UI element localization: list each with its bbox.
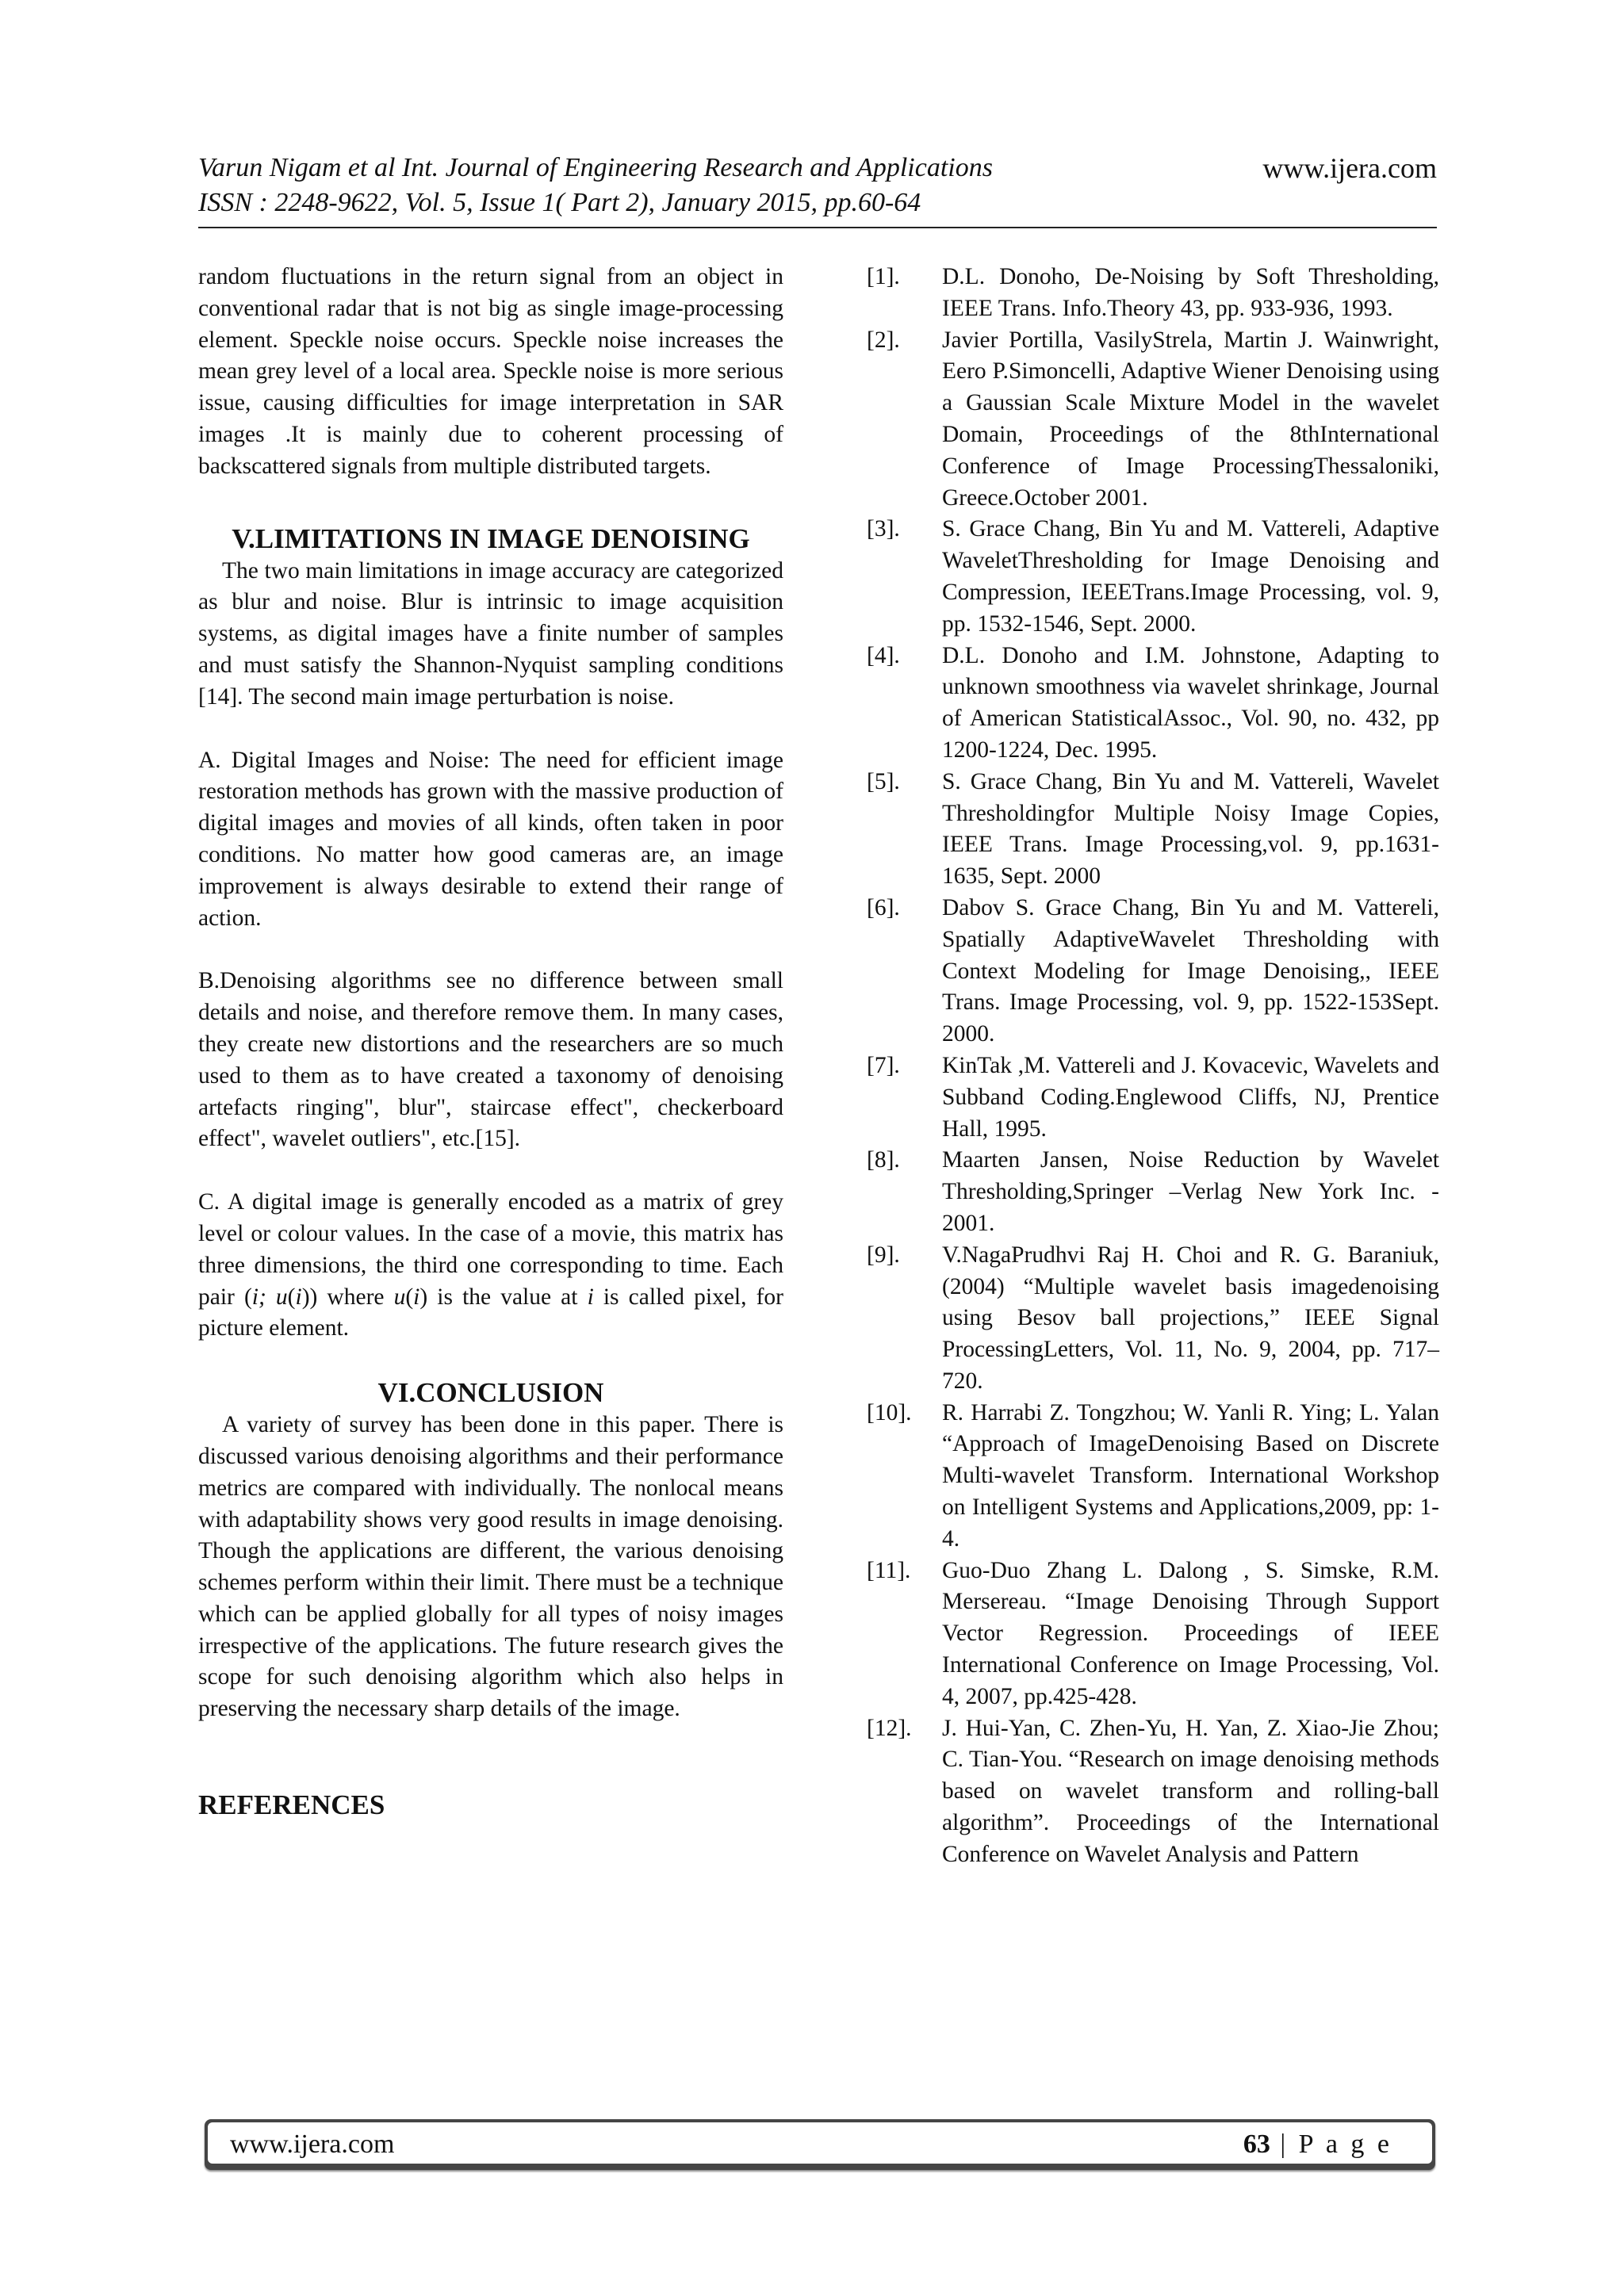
reference-item: [5]. S. Grace Chang, Bin Yu and M. Vattereli, Wavelet Thresholdingfor Multiple Noisy Image Copies, IEEE Trans. Image Processing,vol. 9, pp.1631- 1635, Sept. 2000 (867, 768, 1439, 890)
limitations-paragraph: The two main limitations in image accuracy are categorized as blur and noise. Blur is intrinsic to image acquisition systems, as digital images have a finite number of samples and must satisfy the Shannon-Nyquist sampling conditions [14]. The second main image perturbation is noise. (198, 557, 783, 710)
section-heading-limitations: V.LIMITATIONS IN IMAGE DENOISING (232, 522, 750, 554)
reference-item: [7]. KinTak ,M. Vattereli and J. Kovacevic, Wavelets and Subband Coding.Englewood Cliffs, NJ, Prentice Hall, 1995. (867, 1052, 1439, 1142)
reference-item: [2]. Javier Portilla, VasilyStrela, Martin J. Wainwright, Eero P.Simoncelli, Adaptive Wiener Denoising using a Gaussian Scale Mixture Model in the wavelet Domain, Proceedings of the 8thInternational Conference of Image ProcessingThessaloniki, Greece.October 2001. (867, 327, 1439, 511)
conclusion-paragraph: A variety of survey has been done in this paper. There is discussed various denoising algorithms and their performance metrics are compared with individually. The nonlocal means with adaptability shows very good results in image denoising. Though the applications are different, the various denoising schemes perform within their limit. There must be a technique which can be applied globally for all types of noisy images irrespective of the applications. The future research gives the scope for such denoising algorithm which also helps in preserving the necessary sharp details of the image. (198, 1412, 783, 1722)
header-rule (198, 227, 1437, 228)
reference-item: [9]. V.NagaPrudhvi Raj H. Choi and R. G. Baraniuk, (2004) “Multiple wavelet basis imagedenoising using Besov ball projections,” IEEE Signal ProcessingLetters, Vol. 11, No. 9, 2004, pp. 717–720. (867, 1242, 1439, 1394)
running-header (198, 151, 1437, 220)
page-footer (205, 2119, 1435, 2170)
denoising-artefacts-paragraph: B.Denoising algorithms see no difference between small details and noise, and therefore remove them. In many cases, they create new distortions and the researchers are so much used to them as to have created a taxonomy of denoising artefacts ringing", blur", staircase effect", checkerboard effect", wavelet outliers", etc.[15]. (198, 968, 783, 1152)
reference-item: [8]. Maarten Jansen, Noise Reduction by Wavelet Thresholding,Springer –Verlag New York Inc. - 2001. (867, 1147, 1439, 1236)
journal-title-line: Varun Nigam et al Int. Journal of Engineering Research and Applications (198, 153, 993, 182)
footer-inner (208, 2122, 1432, 2164)
reference-item: [10]. R. Harrabi Z. Tongzhou; W. Yanli R. Ying; L. Yalan “Approach of ImageDenoising Based on Discrete Multi-wavelet Transform. International Workshop on Intelligent Systems and Applications,2009, pp: 1-4. (867, 1399, 1439, 1552)
references-list (867, 262, 1439, 1871)
reference-item: [12]. J. Hui-Yan, C. Zhen-Yu, H. Yan, Z. Xiao-Jie Zhou; C. Tian-You. “Research on image denoising methods based on wavelet transform and rolling-ball algorithm”. Proceedings of the International Conference on Wavelet Analysis and Pattern (867, 1715, 1439, 1867)
reference-item: [11]. Guo-Duo Zhang L. Dalong , S. Simske, R.M. Mersereau. “Image Denoising Through Support Vector Regression. Proceedings of IEEE International Conference on Image Processing, Vol. 4, 2007, pp.425-428. (867, 1557, 1439, 1709)
reference-item: [3]. S. Grace Chang, Bin Yu and M. Vattereli, Adaptive WaveletThresholding for Image Denoising and Compression, IEEETrans.Image Processing, vol. 9, pp. 1532-1546, Sept. 2000. (867, 516, 1439, 637)
footer-website: www.ijera.com (230, 2130, 395, 2159)
left-column (198, 262, 783, 1822)
reference-item: [1]. D.L. Donoho, De-Noising by Soft Thresholding, IEEE Trans. Info.Theory 43, pp. 933-936, 1993. (867, 264, 1439, 321)
issn-line: ISSN : 2248-9622, Vol. 5, Issue 1( Part 2), January 2015, pp.60-64 (198, 188, 921, 217)
matrix-paragraph: C. A digital image is generally encoded as a matrix of grey level or colour values. In the case of a movie, this matrix has three dimensions, the third one corresponding to time. Each pair (i; u(i)) where u(i) is the value at i is called pixel, for picture element. (198, 1189, 783, 1341)
references-heading: REFERENCES (198, 1789, 385, 1821)
page-number: 63 | P a g e (1243, 2130, 1392, 2159)
reference-item: [4]. D.L. Donoho and I.M. Johnstone, Adapting to unknown smoothness via wavelet shrinkage, Journal of American StatisticalAssoc., Vol. 90, no. 432, pp 1200-1224, Dec. 1995. (867, 642, 1439, 763)
intro-paragraph: random fluctuations in the return signal from an object in conventional radar that is not big as single image-processing element. Speckle noise occurs. Speckle noise increases the mean grey level of a local area. Speckle noise is more serious issue, causing difficulties for image interpretation in SAR images .It is mainly due to coherent processing of backscattered signals from multiple distributed targets. (198, 264, 783, 479)
reference-item: [6]. Dabov S. Grace Chang, Bin Yu and M. Vattereli, Spatially AdaptiveWavelet Thresholding with Context Modeling for Image Denoising,, IEEE Trans. Image Processing, vol. 9, pp. 1522-153Sept. 2000. (867, 894, 1439, 1047)
section-heading-conclusion: VI.CONCLUSION (377, 1377, 604, 1409)
digital-images-paragraph: A. Digital Images and Noise: The need for efficient image restoration methods has grown with the massive production of digital images and movies of all kinds, often taken in poor conditions. No matter how good cameras are, an image improvement is always desirable to extend their range of action. (198, 747, 783, 931)
header-website: www.ijera.com (1262, 152, 1437, 184)
